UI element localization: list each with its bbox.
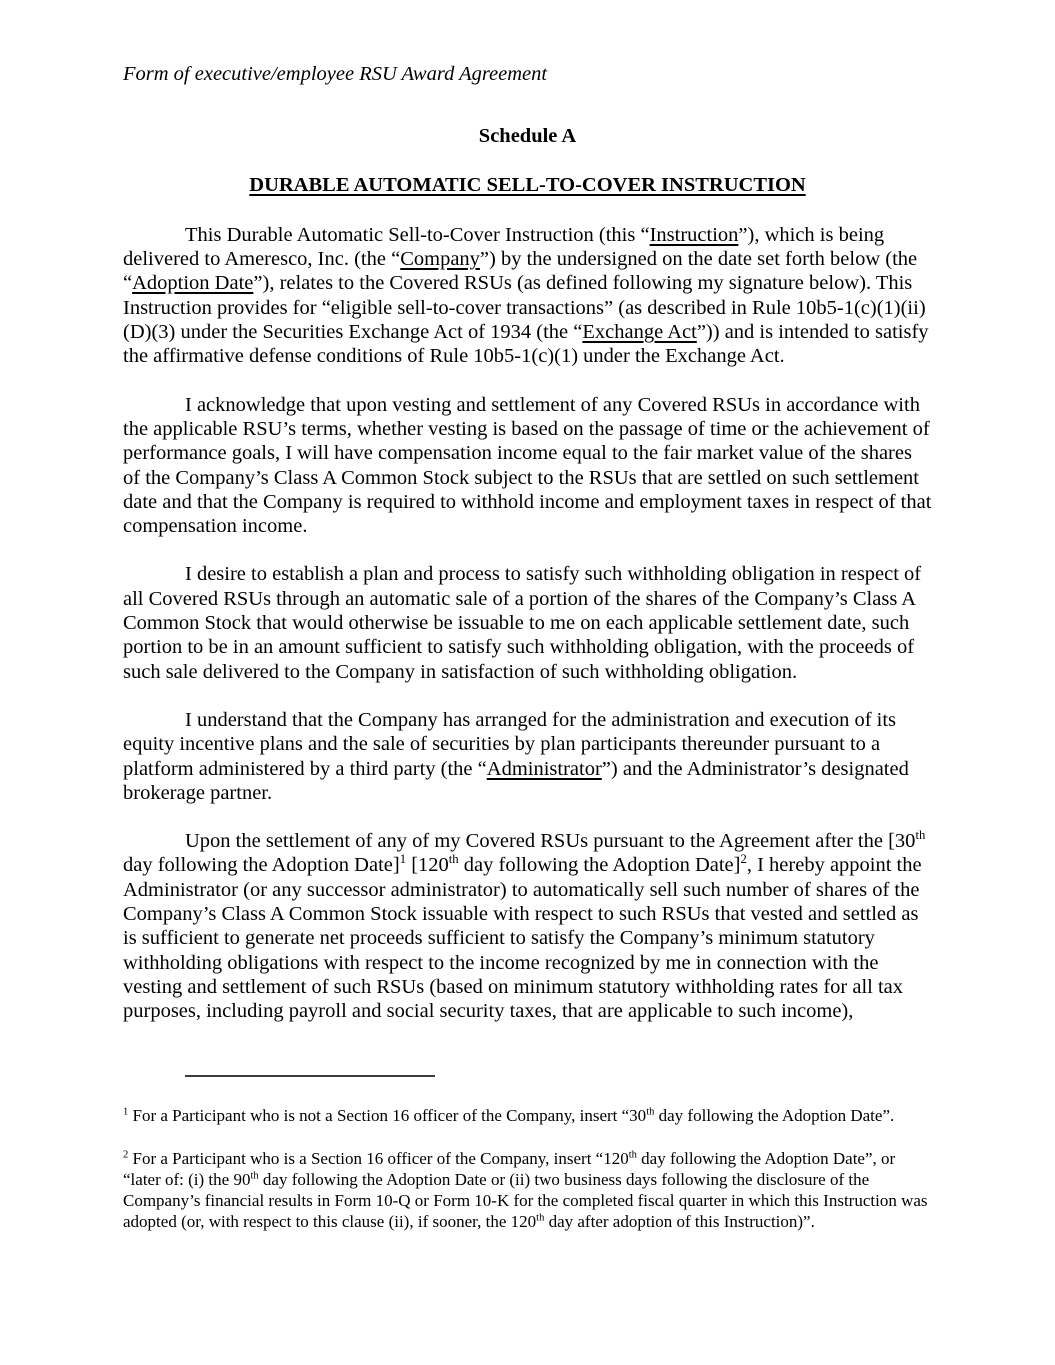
body-paragraph-4: I understand that the Company has arranged for the administration and execution of its equity incentive plans and the sale of securities by plan participants thereunder pursuant to a platform administered by a third party (the “Administrator”) and the Administrator’s designated brokerage partner. [123,708,909,804]
document-header: Form of executive/employee RSU Award Agreement [123,63,548,85]
body-paragraph-5: Upon the settlement of any of my Covered RSUs pursuant to the Agreement after the [30th day following the Adoption Date]$^1$ [120th day following the Adoption Date]$^2$, I hereby appoint the Administrator (or any successor administrator) to automatically sell such number of shares of the Company’s Class A Common Stock issuable with respect to such RSUs that vested and settled as is sufficient to generate net proceeds sufficient to satisfy the Company’s minimum statutory withholding obligations with respect to the income recognized by me in connection with the vesting and settlement of such RSUs (based on minimum statutory withholding rates for all tax purposes, including payroll and social security taxes, that are applicable to such income), [123,828,926,1023]
body-paragraph-1: This Durable Automatic Sell-to-Cover Instruction (this “Instruction”), which is being delivered to Ameresco, Inc. (the “Company”) by the undersigned on the date set forth below (the “Adoption Date”), relates to the Covered RSUs (as defined following my signature below). This Instruction provides for “eligible sell-to-cover transactions” (as described in Rule 10b5-1(c)(1)(ii)(D)(3) under the Securities Exchange Act of 1934 (the “Exchange Act”)) and is intended to satisfy the affirmative defense conditions of Rule 10b5-1(c)(1) under the Exchange Act. [123,223,929,368]
main-title: DURABLE AUTOMATIC SELL-TO-COVER INSTRUCTION [249,173,806,196]
body-paragraph-3: I desire to establish a plan and process to satisfy such withholding obligation in respect of all Covered RSUs through an automatic sale of a portion of the shares of the Company’s Class A Common Stock that would otherwise be issuable to me on each applicable settlement date, such portion to be in an amount sufficient to satisfy such withholding obligation, with the proceeds of such sale delivered to the Company in satisfaction of such withholding obligation. [123,563,922,683]
body-paragraph-2: I acknowledge that upon vesting and settlement of any Covered RSUs in accordance with the applicable RSU’s terms, whether vesting is based on the passage of time or the achievement of performance goals, I will have compensation income equal to the fair market value of the shares of the Company’s Class A Common Stock subject to the RSUs that are settled on such settlement date and that the Company is required to withhold income and employment taxes in respect of that compensation income. [123,393,932,538]
footnote-1: $^1$ For a Participant who is not a Section 16 officer of the Company, insert “30th day following the Adoption Date”. [123,1106,895,1125]
footnote-separator [185,1075,435,1077]
footnote-2: $^2$ For a Participant who is a Section 16 officer of the Company, insert “120th day following the Adoption Date”, or “later of: (i) the 90th day following the Adoption Date or (ii) two business days following the disclosure of the Company’s financial results in Form 10-Q or Form 10-K for the completed fiscal quarter in which this Instruction was adopted (or, with respect to this clause (ii), if sooner, the 120th day after adoption of this Instruction)”. [123,1149,928,1231]
schedule-title: Schedule A [478,125,577,148]
footnotes-section [123,1075,932,1232]
